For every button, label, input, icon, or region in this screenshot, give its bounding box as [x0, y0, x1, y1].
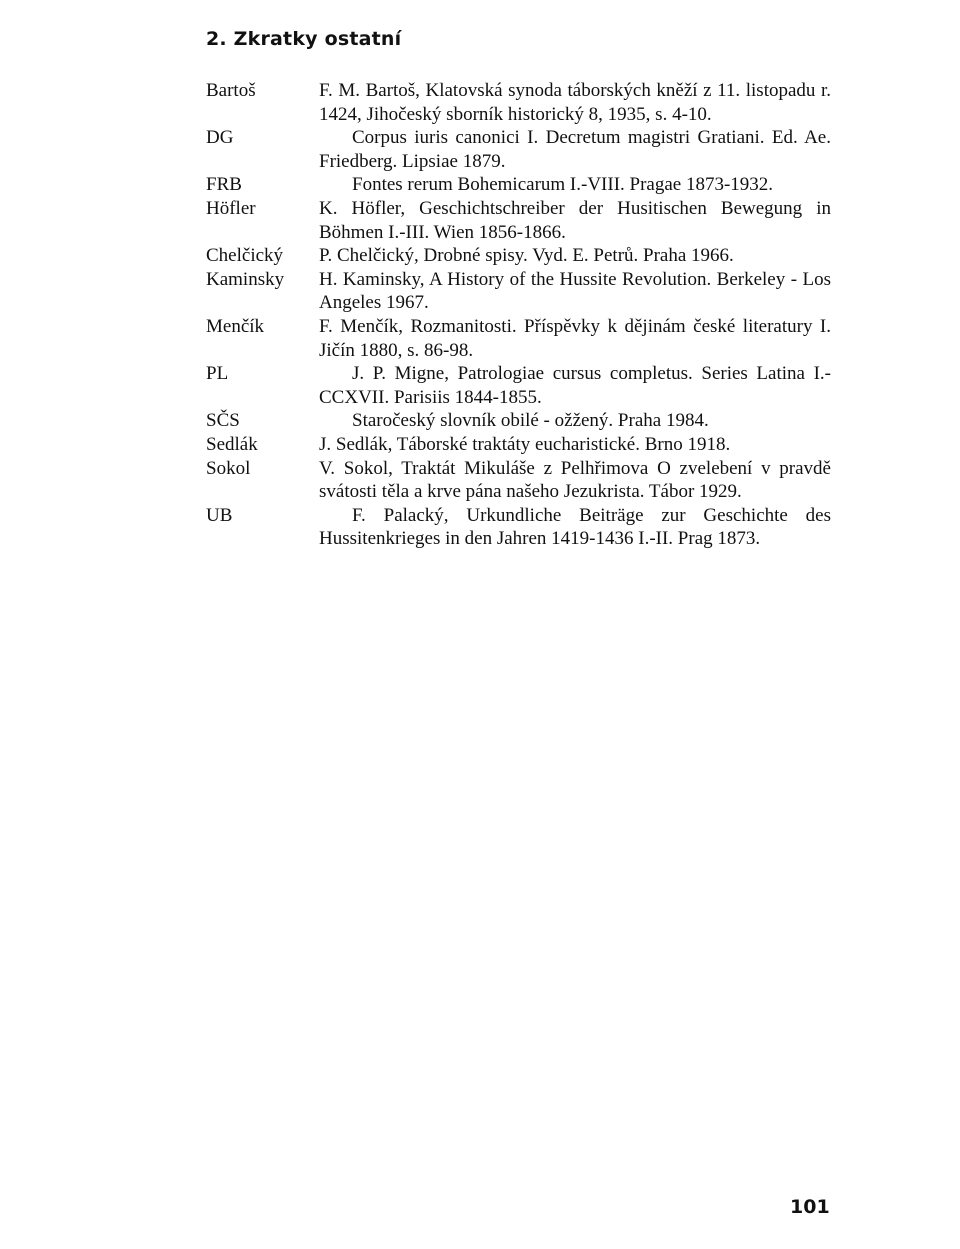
abbreviation-term: Sokol — [206, 457, 251, 479]
abbreviation-definition: V. Sokol, Traktát Mikuláše z Pelhřimova O zvelebení v pravdě svátosti těla a krve pána našeho Jezukrista. Tábor 1929. — [319, 457, 831, 503]
abbreviation-term: UB — [206, 504, 233, 526]
abbreviation-definition: Fontes rerum Bohemicarum I.-VIII. Pragae 1873-1932. — [352, 174, 774, 196]
abbreviation-entry-kaminsky — [206, 268, 831, 315]
abbreviation-entry-hofler — [206, 197, 831, 244]
abbreviation-term: Menčík — [206, 315, 265, 337]
page-number: 101 — [790, 1196, 830, 1218]
abbreviation-definition: Staročeský slovník obilé - ožžený. Praha 1984. — [352, 410, 709, 432]
abbreviation-term: SČS — [206, 410, 240, 432]
abbreviation-definition: K. Höfler, Geschichtschreiber der Husitischen Bewegung in Böhmen I.-III. Wien 1856-1866. — [319, 197, 831, 243]
abbreviation-entry-bartos — [206, 79, 831, 126]
abbreviation-entry-dg — [206, 126, 831, 173]
abbreviation-term: Chelčický — [206, 245, 284, 267]
abbreviation-entry-mencik — [206, 315, 831, 362]
abbreviation-definition: J. Sedlák, Táborské traktáty eucharistické. Brno 1918. — [319, 433, 731, 455]
abbreviation-term: PL — [206, 363, 229, 385]
abbreviation-definition: P. Chelčický, Drobné spisy. Vyd. E. Petrů. Praha 1966. — [319, 245, 734, 267]
abbreviation-list — [206, 79, 831, 551]
abbreviation-entry-frb — [206, 173, 831, 197]
abbreviation-entry-sokol — [206, 457, 831, 504]
section-heading: 2. Zkratky ostatní — [206, 28, 402, 50]
abbreviation-definition: J. P. Migne, Patrologiae cursus completus. Series Latina I.-CCXVII. Parisiis 1844-1855. — [319, 363, 831, 408]
abbreviation-term: Sedlák — [206, 433, 258, 455]
abbreviation-term: FRB — [206, 174, 242, 196]
abbreviation-term: Kaminsky — [206, 268, 285, 290]
abbreviation-term: Bartoš — [206, 80, 256, 101]
abbreviation-entry-sedlak — [206, 433, 831, 457]
abbreviation-entry-ub — [206, 504, 831, 551]
abbreviation-term: DG — [206, 127, 234, 149]
abbreviation-definition: F. Palacký, Urkundliche Beiträge zur Geschichte des Hussitenkrieges in den Jahren 1419-1436 I.-II. Prag 1873. — [319, 504, 831, 550]
abbreviation-entry-pl — [206, 362, 831, 409]
abbreviation-entry-chelcicky — [206, 244, 831, 268]
abbreviation-definition: H. Kaminsky, A History of the Hussite Revolution. Berkeley - Los Angeles 1967. — [319, 268, 831, 314]
abbreviation-definition: F. M. Bartoš, Klatovská synoda táborských kněží z 11. listopadu r. 1424, Jihočeský sborník historický 8, 1935, s. 4-10. — [319, 80, 831, 125]
abbreviation-definition: F. Menčík, Rozmanitosti. Příspěvky k dějinám české literatury I. Jičín 1880, s. 86-98. — [319, 315, 831, 361]
abbreviation-term: Höfler — [206, 197, 256, 219]
abbreviation-definition: Corpus iuris canonici I. Decretum magistri Gratiani. Ed. Ae. Friedberg. Lipsiae 1879. — [319, 127, 831, 172]
abbreviation-entry-scs — [206, 409, 831, 433]
